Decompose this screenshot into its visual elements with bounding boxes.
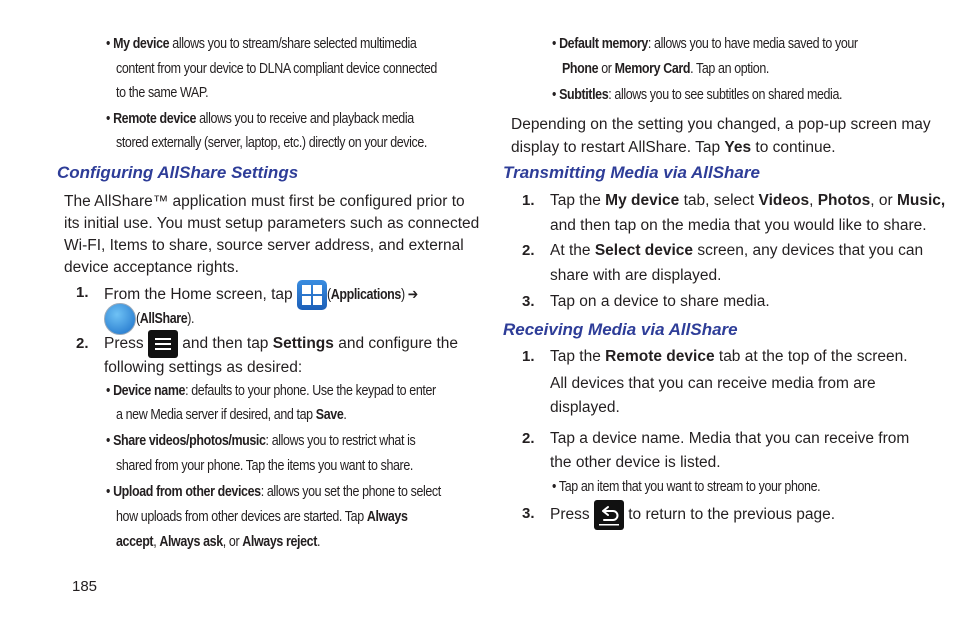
receive-step2-line1: Tap a device name. Media that you can receive from — [550, 430, 910, 447]
intro-line3: Wi-FI, Items to share, source server address, and external — [64, 237, 464, 254]
bullet-subtitles: • Subtitles: allows you to see subtitles on shared media. — [552, 87, 843, 103]
bullet-share-media: • Share videos/photos/music: allows you to restrict what is — [106, 433, 416, 449]
step-number: 1. — [522, 348, 535, 365]
bullet-my-device-line3: to the same WAP. — [116, 85, 209, 101]
heading-configuring-allshare: Configuring AllShare Settings — [57, 163, 299, 182]
transmit-step2-line2: share with are displayed. — [550, 267, 722, 284]
transmit-step3-line1: Tap on a device to share media. — [550, 293, 770, 310]
receive-step2-bullet: • Tap an item that you want to stream to your phone. — [552, 479, 821, 495]
bullet-default-memory-line2: Phone or Memory Card. Tap an option. — [562, 61, 769, 77]
transmit-step1-line1: Tap the My device tab, select Videos, Photos, or Music, — [550, 192, 946, 209]
bullet-remote-device-line2: stored externally (server, laptop, etc.) directly on your device. — [116, 135, 427, 151]
menu-key-icon — [148, 330, 178, 358]
receive-step1-line1: Tap the Remote device tab at the top of the screen. — [550, 348, 908, 365]
receive-step2-line2: the other device is listed. — [550, 454, 721, 471]
step-number: 2. — [522, 242, 535, 259]
heading-transmitting-media: Transmitting Media via AllShare — [503, 163, 760, 182]
bullet-my-device: • My device allows you to stream/share selected multimedia — [106, 36, 417, 52]
step-number: 2. — [76, 335, 89, 352]
restart-note-line2: display to restart AllShare. Tap Yes to continue. — [511, 139, 836, 156]
bullet-upload-line3: accept, Always ask, or Always reject. — [116, 534, 321, 550]
step2-line2: following settings as desired: — [104, 359, 303, 376]
bullet-remote-device: • Remote device allows you to receive and playback media — [106, 111, 414, 127]
bullet-device-name-line2: a new Media server if desired, and tap Save. — [116, 407, 347, 423]
bullet-upload: • Upload from other devices: allows you set the phone to select — [106, 484, 441, 500]
back-key-icon — [594, 500, 624, 530]
heading-receiving-media: Receiving Media via AllShare — [503, 320, 738, 339]
intro-line4: device acceptance rights. — [64, 259, 239, 276]
step-number: 1. — [76, 284, 89, 301]
step1-line2: (AllShare). — [104, 303, 204, 335]
bullet-share-media-line2: shared from your phone. Tap the items you want to share. — [116, 458, 413, 474]
applications-icon — [297, 280, 327, 310]
bullet-device-name: • Device name: defaults to your phone. Use the keypad to enter — [106, 383, 436, 399]
transmit-step2-line1: At the Select device screen, any devices that you can — [550, 242, 924, 259]
restart-note-line1: Depending on the setting you changed, a pop-up screen may — [511, 116, 931, 133]
step-number: 1. — [522, 192, 535, 209]
receive-step3-line1: Press to return to the previous page. — [550, 500, 835, 532]
step-number: 3. — [522, 293, 535, 310]
step-number: 2. — [522, 430, 535, 447]
intro-line1: The AllShare™ application must first be configured prior to — [64, 193, 465, 210]
bullet-default-memory: • Default memory: allows you to have media saved to your — [552, 36, 858, 52]
intro-line2: its initial use. You must setup parameters such as connected — [64, 215, 480, 232]
bullet-my-device-line2: content from your device to DLNA compliant device connected — [116, 61, 437, 77]
step-number: 3. — [522, 505, 535, 522]
page-number: 185 — [72, 578, 98, 595]
bullet-upload-line2: how uploads from other devices are started. Tap Always — [116, 509, 408, 525]
transmit-step1-line2: and then tap on the media that you would like to share. — [550, 217, 927, 234]
receive-step1-note-line1: All devices that you can receive media from are — [550, 375, 876, 392]
step1-line1: From the Home screen, tap (Applications) ➔ — [104, 279, 433, 311]
receive-step1-note-line2: displayed. — [550, 399, 620, 416]
step2-line1: Press and then tap Settings and configure the — [104, 330, 458, 362]
